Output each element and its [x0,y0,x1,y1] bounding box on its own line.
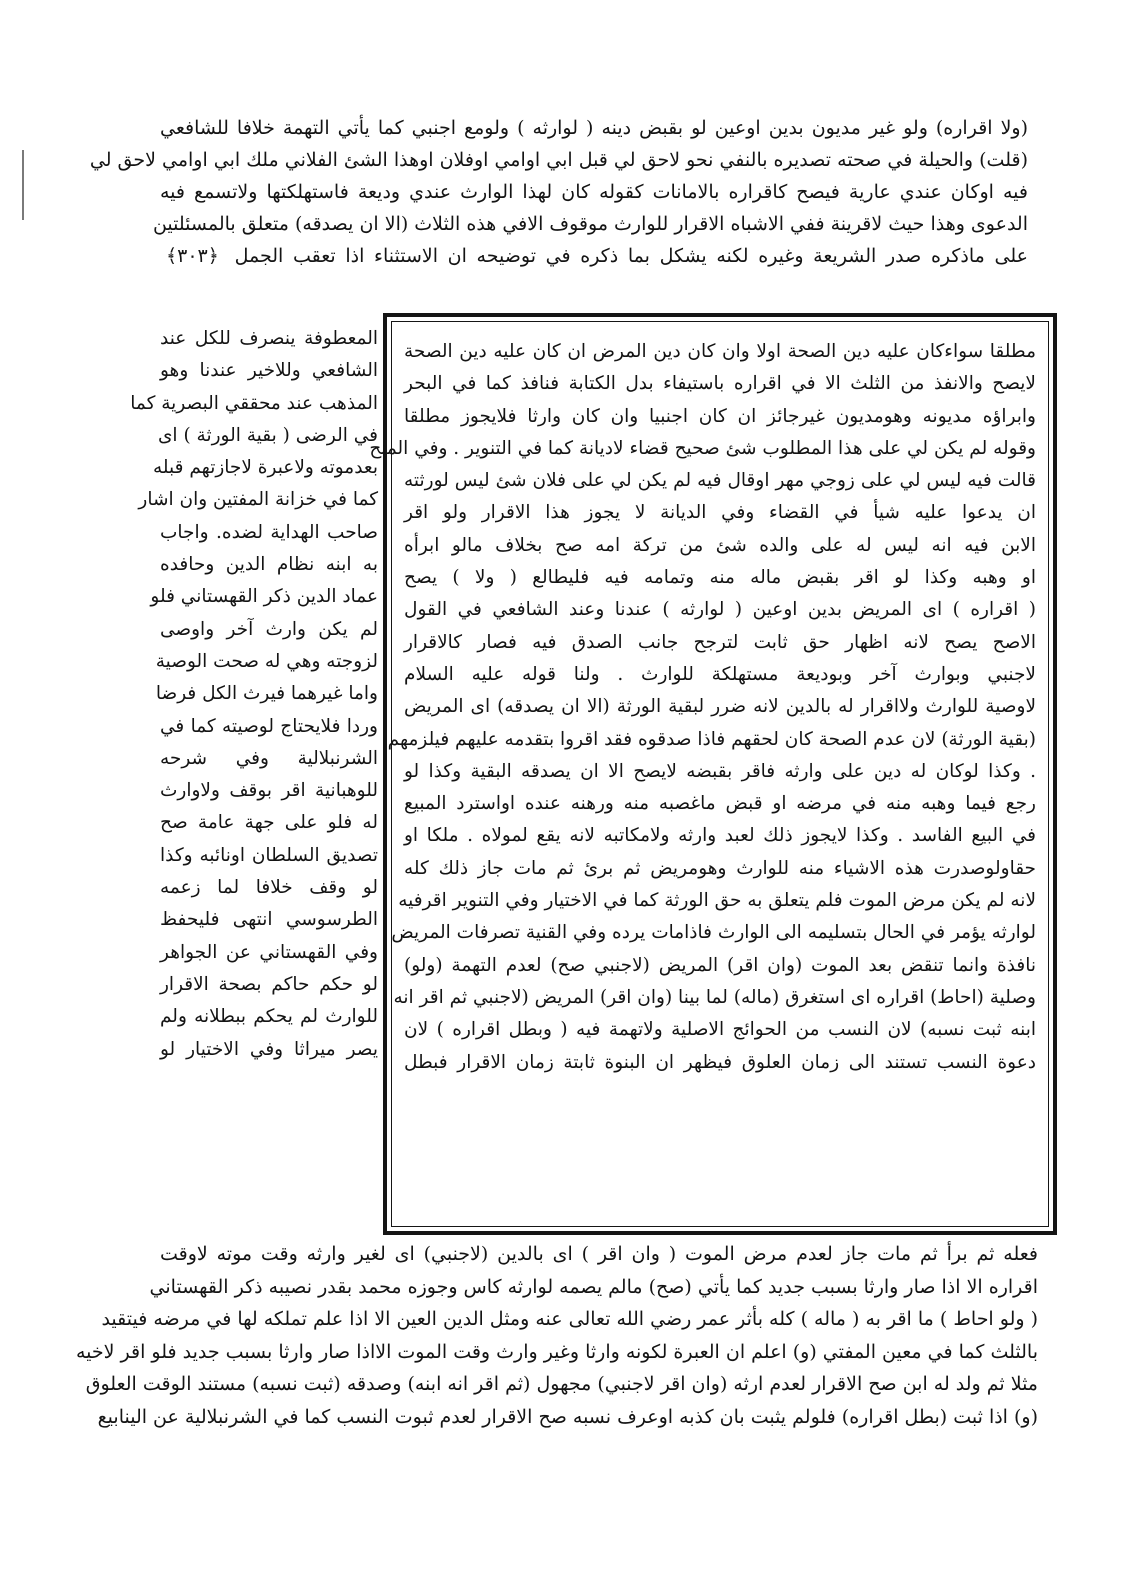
bottom-line: فعله ثم برأ ثم مات جاز لعدم مرض الموت ( وان اقر ) اى بالدين (لاجنبي) اى لغير وارثه وقت موته لاوقت [160,1243,1038,1265]
frame-line [404,1111,1036,1143]
frame-line [404,1176,1036,1208]
frame-line: . وكذا لوكان له دين على وارثه فاقر بقبضه لايصح الا ان يصدقه البقية وكذا لو [404,760,1036,782]
side-line: لو وقف خلافا لما زعمه [160,877,378,899]
frame-line: ابنه ثبت نسبه) لان النسب من الحوائج الاصلية ولاتهمة فيه ( وبطل اقراره ) لان [404,1019,1036,1041]
side-gloss-column [130,323,378,1066]
side-line: لزوجته وهي له صحت الوصية [155,650,378,672]
side-line: للوهبانية اقر بوقف ولاوارث [160,780,378,802]
page-number: ﴿٣٠٣﴾ [166,245,219,267]
framed-commentary [369,313,1057,1235]
margin-mark [22,150,24,220]
side-line: تصديق السلطان اونائبه وكذا [160,844,378,866]
side-line: المذهب عند محققي البصرية كما [130,392,378,414]
frame-line: مطلقا سواءكان عليه دين الصحة اولا وان كان دين المرض ان كان عليه دين الصحة [404,341,1036,362]
side-line: عماد الدين ذكر القهستاني فلو [150,586,378,608]
side-line: الشرنبلالية وفي شرحه [160,747,378,769]
frame-line: في البيع الفاسد . وكذا لايجوز ذلك لعبد وارثه ولامكاتبه لانه يقع لمولاه . ملكا او [404,825,1036,847]
bottom-line: (و) اذا ثبت (بطل اقراره) فلولم يثبت بان كذبه اوعرف نسبه صح الاقرار لعدم ثبوت النسب كما في الشرنبلالية عن الينابيع [97,1405,1038,1428]
frame-line: دعوة النسب تستند الى زمان العلوق فيظهر ان البنوة ثابتة زمان الاقرار فبطل [404,1051,1036,1073]
top-line: الدعوى وهذا حيث لاقرينة ففي الاشباه الاقرار للوارث موقوف الافي هذه الثلاث (الا ان يصدقه) متعلق بالمسئلتين [152,213,1028,235]
frame-line [404,1079,1036,1111]
top-line: (قلت) والحيلة في صحته تصديره بالنفي نحو لاحق لي قبل ابي اوامي اوفلان اوهذا الشئ الفلاني ملك ابي اوامي لاحق لي [89,149,1028,171]
top-line-text: على ماذكره صدر الشريعة وغيره لكنه يشكل بما ذكره في توضيحه ان الاستثناء اذا تعقب الجمل [234,245,1028,267]
side-line: بعدموته ولاعبرة لاجازتهم قبله [153,457,378,479]
bottom-line: اقراره الا اذا صار وارثا بسبب جديد كما يأتي (صح) مالم يصمه لوارثه كاس وجوزه محمد بقدر نصيبه ذكر القهستاني [149,1275,1038,1298]
side-line: للوارث لم يحكم ببطلانه ولم [160,1006,378,1028]
frame-line: قالت فيه ليس لي على زوجي مهر اوقال فيه لم يكن لي على فلان شئ ليس لورثته [404,470,1036,492]
frame-line: (بقية الورثة) لان عدم الصحة كان لحقهم فاذا صدقوه فقد اقروا بتقدمه عليهم فيلزمهم [387,728,1036,750]
top-line: فيه اوكان عندي عارية فيصح كاقراره بالامانات كقوله كان لهذا الوارث عندي وديعة فاستهلكتها ولاتسمع فيه [160,181,1028,203]
frame-line: لايصح والانفذ من الثلث الا في اقراره باستيفاء بدل الكتابة فنافذ كما في البحر [404,373,1036,395]
frame-line: ( اقراره ) اى المريض بدين اوعين ( لوارثه ) عندنا وعند الشافعي في القول [404,599,1036,621]
side-line: صاحب الهداية لضده. واجاب [160,521,378,543]
frame-line: ان يدعوا عليه شيأ في القضاء وفي الديانة لا يجوز هذا الاقرار ولو اقر [404,502,1036,524]
frame-line: لاوصية للوارث ولااقرار له بالدين لانه ضرر لبقية الورثة (الا ان يصدقه) اى المريض [404,696,1036,718]
side-line: لو حكم حاكم بصحة الاقرار [160,973,378,995]
side-line: المعطوفة ينصرف للكل عند [160,328,378,349]
frame-line: نافذة وانما تنقض بعد الموت (وان اقر) المريض (لاجنبي صح) لعدم التهمة (ولو) [404,954,1036,976]
top-line-with-page-number [160,240,1028,272]
side-line: واما غيرهما فيرث الكل فرضا [155,683,378,705]
frame-line: رجع فيما وهبه منه في مرضه او قبض ماغصبه منه ورهنه عنده اواسترد المبيع [404,793,1036,815]
side-line: وفي القهستاني عن الجواهر [160,941,378,963]
side-line: وردا فلايحتاج لوصيته كما في [160,715,378,737]
top-text-block [89,112,1028,272]
side-line: له فلو على جهة عامة صح [160,812,378,834]
frame-line: لاجنبي وبوارث آخر وبوديعة مستهلكة للوارث . ولنا قوله عليه السلام [404,663,1036,685]
bottom-line: مثلا ثم ولد له ابن صح الاقرار لعدم ارثه (وان اقر لاجنبي) مجهول (ثم اقر انه ابنه) وصدقه (ثبت نسبه) مستند الوقت العلوق [85,1373,1038,1396]
frame-line: حقاولوصدرت هذه الاشياء منه للوارث وهومريض ثم برئ ثم مات جاز ذلك كله [404,857,1036,879]
side-line: كما في خزانة المفتين وان اشار [138,489,378,511]
bottom-line: ( ولو احاط ) ما اقر به ( ماله ) كله بأثر عمر رضي الله تعالى عنه ومثل الدين العين الا اذا علم تملكه لها في مرضه فيتقيد [101,1308,1038,1331]
frame-line: لانه لم يكن مرض الموت فلم يتعلق به حق الورثة كما في الاختيار وفي التنوير اقرفيه [398,890,1036,912]
side-line: الطرسوسي انتهى فليحفظ [160,909,378,931]
side-line: الشافعي وللاخير عندنا وهو [160,360,378,382]
frame-line: لوارثه يؤمر في الحال بتسليمه الى الوارث فاذامات يرده وفي القنية تصرفات المريض [391,922,1036,944]
frame-line [404,1143,1036,1175]
frame-line: او وهبه وكذا لو اقر بقبض ماله منه وتمامه فيه فليطالع ( ولا ) يصح [404,567,1036,589]
bottom-line: بالثلث كما في معين المفتي (و) اعلم ان العبرة لكونه وارثا وغير وارث وقت الموت الااذا صار وارثا بسبب جديد فلو اقر لاخيه [76,1340,1038,1363]
side-line: به ابنه نظام الدين وحافده [160,554,378,576]
side-line: يصر ميراثا وفي الاختيار لو [160,1038,378,1060]
side-line: في الرضى ( بقية الورثة ) اى [157,424,378,446]
top-line: (ولا اقراره) ولو غير مديون بدين اوعين لو بقبض دينه ( لوارثه ) ولومع اجنبي كما يأتي التهمة خلافا للشافعي [160,117,1028,139]
frame-line: الابن فيه انه ليس له على والده شئ من تركة امه صح بخلاف مالو ابرأه [404,534,1036,556]
frame-line: وصلية (احاط) اقراره اى استغرق (ماله) لما بينا (وان اقر) المريض (لاجنبي ثم اقر انه [393,986,1036,1008]
frame-line: وابراؤه مديونه وهومديون غيرجائز ان كان اجنبيا وان كان وارثا فلايجوز مطلقا [404,405,1036,427]
side-line: لم يكن وارث آخر واوصى [160,618,378,640]
frame-line: الاصح يصح لانه اظهار حق ثابت لترجح جانب الصدق فيه فصار كالاقرار [404,631,1036,653]
framed-commentary-inner [369,321,1049,1227]
bottom-text-block [76,1238,1038,1434]
frame-line: وقوله لم يكن لي على هذا المطلوب شئ صحيح قضاء لاديانة كما في التنوير . وفي المنح [369,437,1036,459]
